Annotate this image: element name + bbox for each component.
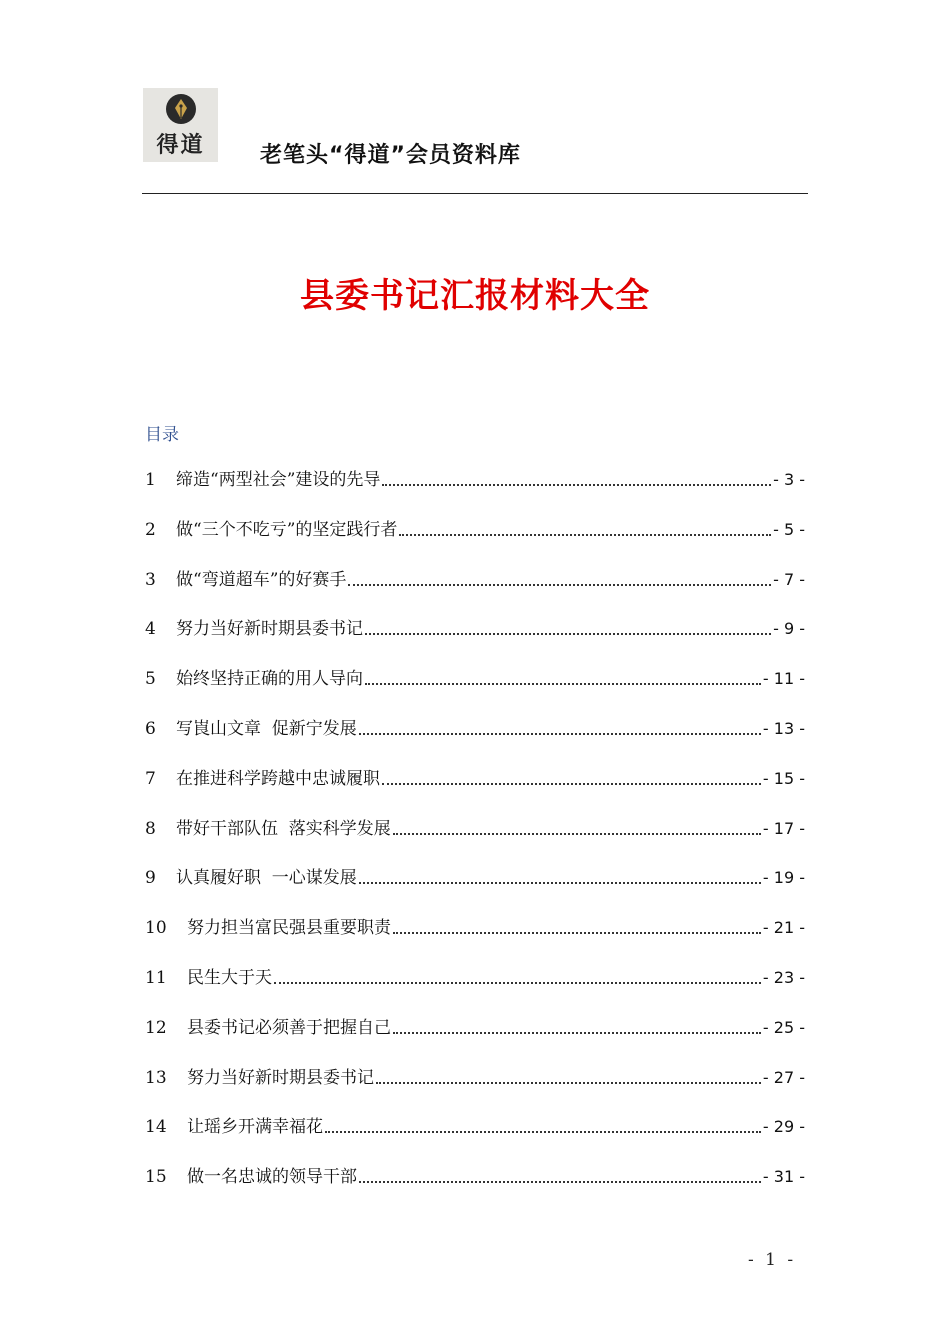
toc-entry[interactable] xyxy=(145,1064,805,1114)
toc-entry-title[interactable]: 努力担当富民强县重要职责 xyxy=(187,918,391,939)
toc-leader-dots xyxy=(376,1064,761,1084)
toc-entry-number: 9 xyxy=(145,868,156,889)
toc-entry-page: - 17 - xyxy=(762,818,805,838)
toc-entry-page: - 23 - xyxy=(762,967,805,987)
toc-entry-page: - 31 - xyxy=(762,1167,805,1187)
toc-entry-title[interactable]: 始终坚持正确的用人导向 xyxy=(176,669,363,690)
toc-entry-number: 7 xyxy=(145,768,156,789)
toc-entry-number: 2 xyxy=(145,519,156,540)
toc-entry-title[interactable]: 县委书记必须善于把握自己 xyxy=(187,1017,391,1038)
page-number: - 1 - xyxy=(748,1250,797,1270)
toc-entry-number: 1 xyxy=(145,470,156,490)
toc-leader-dots xyxy=(359,715,761,735)
toc-entry-number: 12 xyxy=(145,1017,167,1038)
toc-entry-title[interactable]: 缔造“两型社会”建设的先导 xyxy=(176,470,381,490)
toc-heading: 目录 xyxy=(145,425,179,445)
toc-entry-page: - 3 - xyxy=(773,470,805,489)
toc-entry[interactable] xyxy=(145,566,805,616)
toc-entry-title[interactable]: 让瑶乡开满幸福花 xyxy=(187,1117,323,1138)
toc-entry-page: - 11 - xyxy=(762,669,805,689)
toc-entry[interactable] xyxy=(145,1113,805,1163)
toc-entry-title[interactable]: 写崀山文章 促新宁发展 xyxy=(176,718,357,739)
toc-leader-dots xyxy=(365,615,771,635)
toc-leader-dots xyxy=(365,665,761,685)
toc-entry-title[interactable]: 认真履好职 一心谋发展 xyxy=(176,868,357,889)
document-title: 县委书记汇报材料大全 xyxy=(300,276,650,316)
toc-entry-page: - 21 - xyxy=(762,918,805,938)
toc-entry[interactable] xyxy=(145,466,805,516)
toc-entry-page: - 19 - xyxy=(762,868,805,888)
toc-leader-dots xyxy=(348,566,771,586)
toc-entry-number: 8 xyxy=(145,818,156,839)
toc-entry-title[interactable]: 做一名忠诚的领导干部 xyxy=(187,1167,357,1188)
toc-entry-title[interactable]: 在推进科学跨越中忠诚履职 xyxy=(176,768,380,789)
toc-entry-title[interactable]: 做“三个不吃亏”的坚定践行者 xyxy=(176,519,398,540)
toc-leader-dots xyxy=(274,964,761,984)
toc-entry-title[interactable]: 努力当好新时期县委书记 xyxy=(187,1067,374,1088)
toc-leader-dots xyxy=(359,1163,761,1183)
toc-entry-number: 14 xyxy=(145,1117,167,1138)
toc-entry-number: 4 xyxy=(145,619,156,640)
toc-entry-title[interactable]: 民生大于天 xyxy=(187,967,272,988)
toc-entry[interactable] xyxy=(145,615,805,665)
logo-text: 得道 xyxy=(156,132,205,158)
toc-entry-title[interactable]: 做“弯道超车”的好赛手 xyxy=(176,569,347,590)
toc-entry-page: - 27 - xyxy=(762,1067,805,1087)
toc-entry-page: - 13 - xyxy=(762,718,805,738)
toc-entry-page: - 25 - xyxy=(762,1017,805,1037)
header-divider xyxy=(142,193,808,194)
logo xyxy=(143,88,218,162)
toc-leader-dots xyxy=(399,516,771,536)
table-of-contents xyxy=(145,466,805,1213)
toc-entry-page: - 9 - xyxy=(773,619,805,639)
toc-entry-title[interactable]: 带好干部队伍 落实科学发展 xyxy=(176,818,391,839)
toc-entry[interactable] xyxy=(145,765,805,815)
toc-entry[interactable] xyxy=(145,516,805,566)
toc-entry[interactable] xyxy=(145,665,805,715)
toc-entry[interactable] xyxy=(145,815,805,865)
toc-entry-number: 6 xyxy=(145,718,156,739)
toc-entry[interactable] xyxy=(145,864,805,914)
toc-entry-number: 15 xyxy=(145,1167,167,1188)
toc-entry-page: - 15 - xyxy=(762,768,805,788)
toc-leader-dots xyxy=(325,1113,761,1133)
toc-entry[interactable] xyxy=(145,964,805,1014)
toc-entry[interactable] xyxy=(145,914,805,964)
brand-title: 老笔头“得道”会员资料库 xyxy=(260,143,521,168)
toc-entry-page: - 29 - xyxy=(762,1117,805,1137)
toc-entry[interactable] xyxy=(145,1163,805,1213)
toc-entry[interactable] xyxy=(145,1014,805,1064)
toc-entry[interactable] xyxy=(145,715,805,765)
toc-entry-number: 13 xyxy=(145,1067,167,1088)
toc-entry-number: 5 xyxy=(145,669,156,690)
pen-nib-icon xyxy=(166,94,196,124)
toc-leader-dots xyxy=(393,1014,761,1034)
toc-leader-dots xyxy=(359,864,761,884)
toc-entry-page: - 5 - xyxy=(773,519,805,539)
toc-entry-number: 11 xyxy=(145,967,167,988)
toc-leader-dots xyxy=(382,466,771,486)
toc-leader-dots xyxy=(393,815,761,835)
toc-leader-dots xyxy=(393,914,761,934)
toc-entry-number: 3 xyxy=(145,569,156,590)
toc-entry-page: - 7 - xyxy=(773,569,805,589)
toc-entry-title[interactable]: 努力当好新时期县委书记 xyxy=(176,619,363,640)
toc-leader-dots xyxy=(382,765,761,785)
toc-entry-number: 10 xyxy=(145,918,167,939)
